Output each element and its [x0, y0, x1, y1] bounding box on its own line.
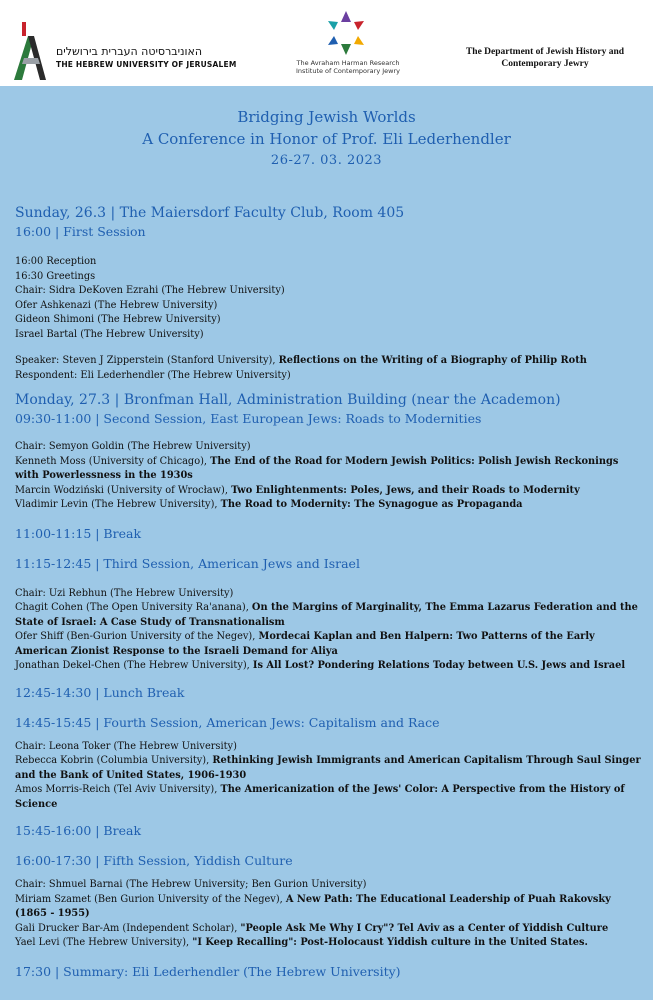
- break-heading: 11:00-11:15 | Break: [15, 525, 142, 541]
- session-chair: Chair: Leona Toker (The Hebrew University): [15, 740, 237, 752]
- talk-line: [15, 601, 645, 630]
- conference-title-block: [0, 106, 653, 172]
- talk-speaker: Gali Drucker Bar-Am (Independent Scholar),: [15, 922, 241, 934]
- talk-speaker: Marcin Wodziński (University of Wrocław),: [15, 484, 232, 496]
- talk-speaker: Jonathan Dekel-Chen (The Hebrew University),: [15, 660, 253, 671]
- harman-institute-logo-icon: [322, 8, 370, 58]
- session-chair: Chair: Uzi Rebhun (The Hebrew University): [15, 587, 234, 599]
- conference-dates: 26-27. 03. 2023: [270, 153, 383, 168]
- first-session-heading: 16:00 | First Session: [15, 224, 146, 239]
- talk-title: "People Ask Me Why I Cry"? Tel Aviv as a Center of Yiddish Culture: [240, 922, 609, 934]
- talk-speaker: Rebecca Kobrin (Columbia University),: [15, 755, 213, 766]
- talk-line: [15, 893, 645, 922]
- sunday-line: Israel Bartal (The Hebrew University): [15, 328, 204, 340]
- header-bar: [0, 0, 653, 86]
- session-chair: Chair: Semyon Goldin (The Hebrew University): [15, 441, 251, 452]
- talk-title: Two Enlightenments: Poles, Jews, and their Roads to Modernity: [231, 484, 580, 496]
- talk-speaker: Yael Levi (The Hebrew University),: [15, 937, 193, 948]
- harman-institute-name: [288, 59, 408, 75]
- sunday-line: Gideon Shimoni (The Hebrew University): [15, 314, 221, 325]
- respondent-line: Respondent: Eli Lederhendler (The Hebrew University): [15, 369, 291, 381]
- sunday-line: 16:30 Greetings: [15, 270, 96, 282]
- talk-speaker: Amos Morris-Reich (Tel Aviv University),: [15, 784, 221, 795]
- harman-line-1: The Avraham Harman Research: [296, 59, 400, 67]
- conference-subtitle: A Conference in Honor of Prof. Eli Lederhendler: [142, 130, 511, 148]
- monday-heading: Monday, 27.3 | Bronfman Hall, Administration Building (near the Academon): [15, 392, 561, 408]
- talk-title: Rethinking Jewish Immigrants and American Capitalism Through Saul Singer and the Bank of United States, 1906-1930: [15, 755, 641, 781]
- talk-line: [15, 484, 645, 499]
- talk-line: [15, 498, 645, 513]
- talk-title: The Road to Modernity: The Synagogue as Propaganda: [220, 499, 523, 510]
- fifth-session-heading: 16:00-17:30 | Fifth Session, Yiddish Culture: [15, 853, 293, 868]
- talk-speaker: Ofer Shiff (Ben-Gurion University of the Negev),: [15, 631, 259, 642]
- talk-title: On the Margins of Marginality, The Emma Lazarus Federation and the State of Israel: A Case Study of Transnationalism: [15, 602, 638, 628]
- talk-speaker: Vladimir Levin (The Hebrew University),: [15, 499, 221, 510]
- department-line-2: Contemporary Jewry: [501, 59, 589, 69]
- speaker-line: [15, 354, 645, 369]
- second-session-heading: 09:30-11:00 | Second Session, East European Jews: Roads to Modernities: [15, 411, 482, 426]
- talk-title: A New Path: The Educational Leadership of Puah Rakovsky (1865 - 1955): [15, 893, 611, 919]
- speaker-name: Speaker: Steven J Zipperstein (Stanford University),: [15, 355, 279, 366]
- hebrew-university-logo-icon: [10, 22, 50, 84]
- third-session-heading: 11:15-12:45 | Third Session, American Jews and Israel: [15, 555, 360, 571]
- talk-line: [15, 936, 645, 951]
- break-heading: 15:45-16:00 | Break: [15, 823, 142, 838]
- talk-title: The End of the Road for Modern Jewish Politics: Polish Jewish Reckonings with Powerlessness in the 1930s: [15, 455, 619, 481]
- sunday-heading: Sunday, 26.3 | The Maiersdorf Faculty Club, Room 405: [15, 205, 405, 221]
- speaker-talk-title: Reflections on the Writing of a Biography of Philip Roth: [278, 355, 587, 366]
- lunch-break-heading: 12:45-14:30 | Lunch Break: [15, 684, 185, 700]
- talk-title: Is All Lost? Pondering Relations Today between U.S. Jews and Israel: [252, 660, 626, 671]
- talk-line: [15, 783, 645, 812]
- sunday-line: Chair: Sidra DeKoven Ezrahi (The Hebrew University): [15, 285, 285, 296]
- talk-line: [15, 922, 645, 937]
- program-content: [15, 204, 645, 981]
- talk-speaker: Miriam Szamet (Ben Gurion University of the Negev),: [15, 893, 286, 905]
- session-chair: Chair: Shmuel Barnai (The Hebrew University; Ben Gurion University): [15, 879, 367, 890]
- talk-line: [15, 659, 645, 674]
- talk-line: [15, 754, 645, 783]
- department-line-1: The Department of Jewish History and: [465, 47, 625, 57]
- department-name: [455, 46, 635, 70]
- talk-speaker: Kenneth Moss (University of Chicago),: [15, 455, 211, 467]
- huj-hebrew-name: האוניברסיטה העברית בירושלים: [56, 45, 203, 58]
- harman-line-2: Institute of Contemporary Jewry: [296, 67, 400, 75]
- fourth-session-heading: 14:45-15:45 | Fourth Session, American Jews: Capitalism and Race: [15, 714, 440, 730]
- conference-title: Bridging Jewish Worlds: [237, 108, 416, 126]
- talk-title: Mordecai Kaplan and Ben Halpern: Two Patterns of the Early American Zionist Response to the Israeli Demand for Aliya: [15, 631, 595, 657]
- talk-title: "I Keep Recalling": Post-Holocaust Yiddish culture in the United States.: [192, 937, 588, 948]
- talk-title: The Americanization of the Jews' Color: A Perspective from the History of Science: [15, 784, 625, 810]
- talk-line: [15, 455, 645, 484]
- huj-english-name: THE HEBREW UNIVERSITY OF JERUSALEM: [56, 60, 237, 69]
- summary-heading: 17:30 | Summary: Eli Lederhendler (The Hebrew University): [15, 963, 401, 979]
- sunday-line: 16:00 Reception: [15, 256, 97, 267]
- sunday-line: Ofer Ashkenazi (The Hebrew University): [15, 299, 218, 311]
- talk-line: [15, 630, 645, 659]
- talk-speaker: Chagit Cohen (The Open University Ra'anana),: [15, 602, 252, 613]
